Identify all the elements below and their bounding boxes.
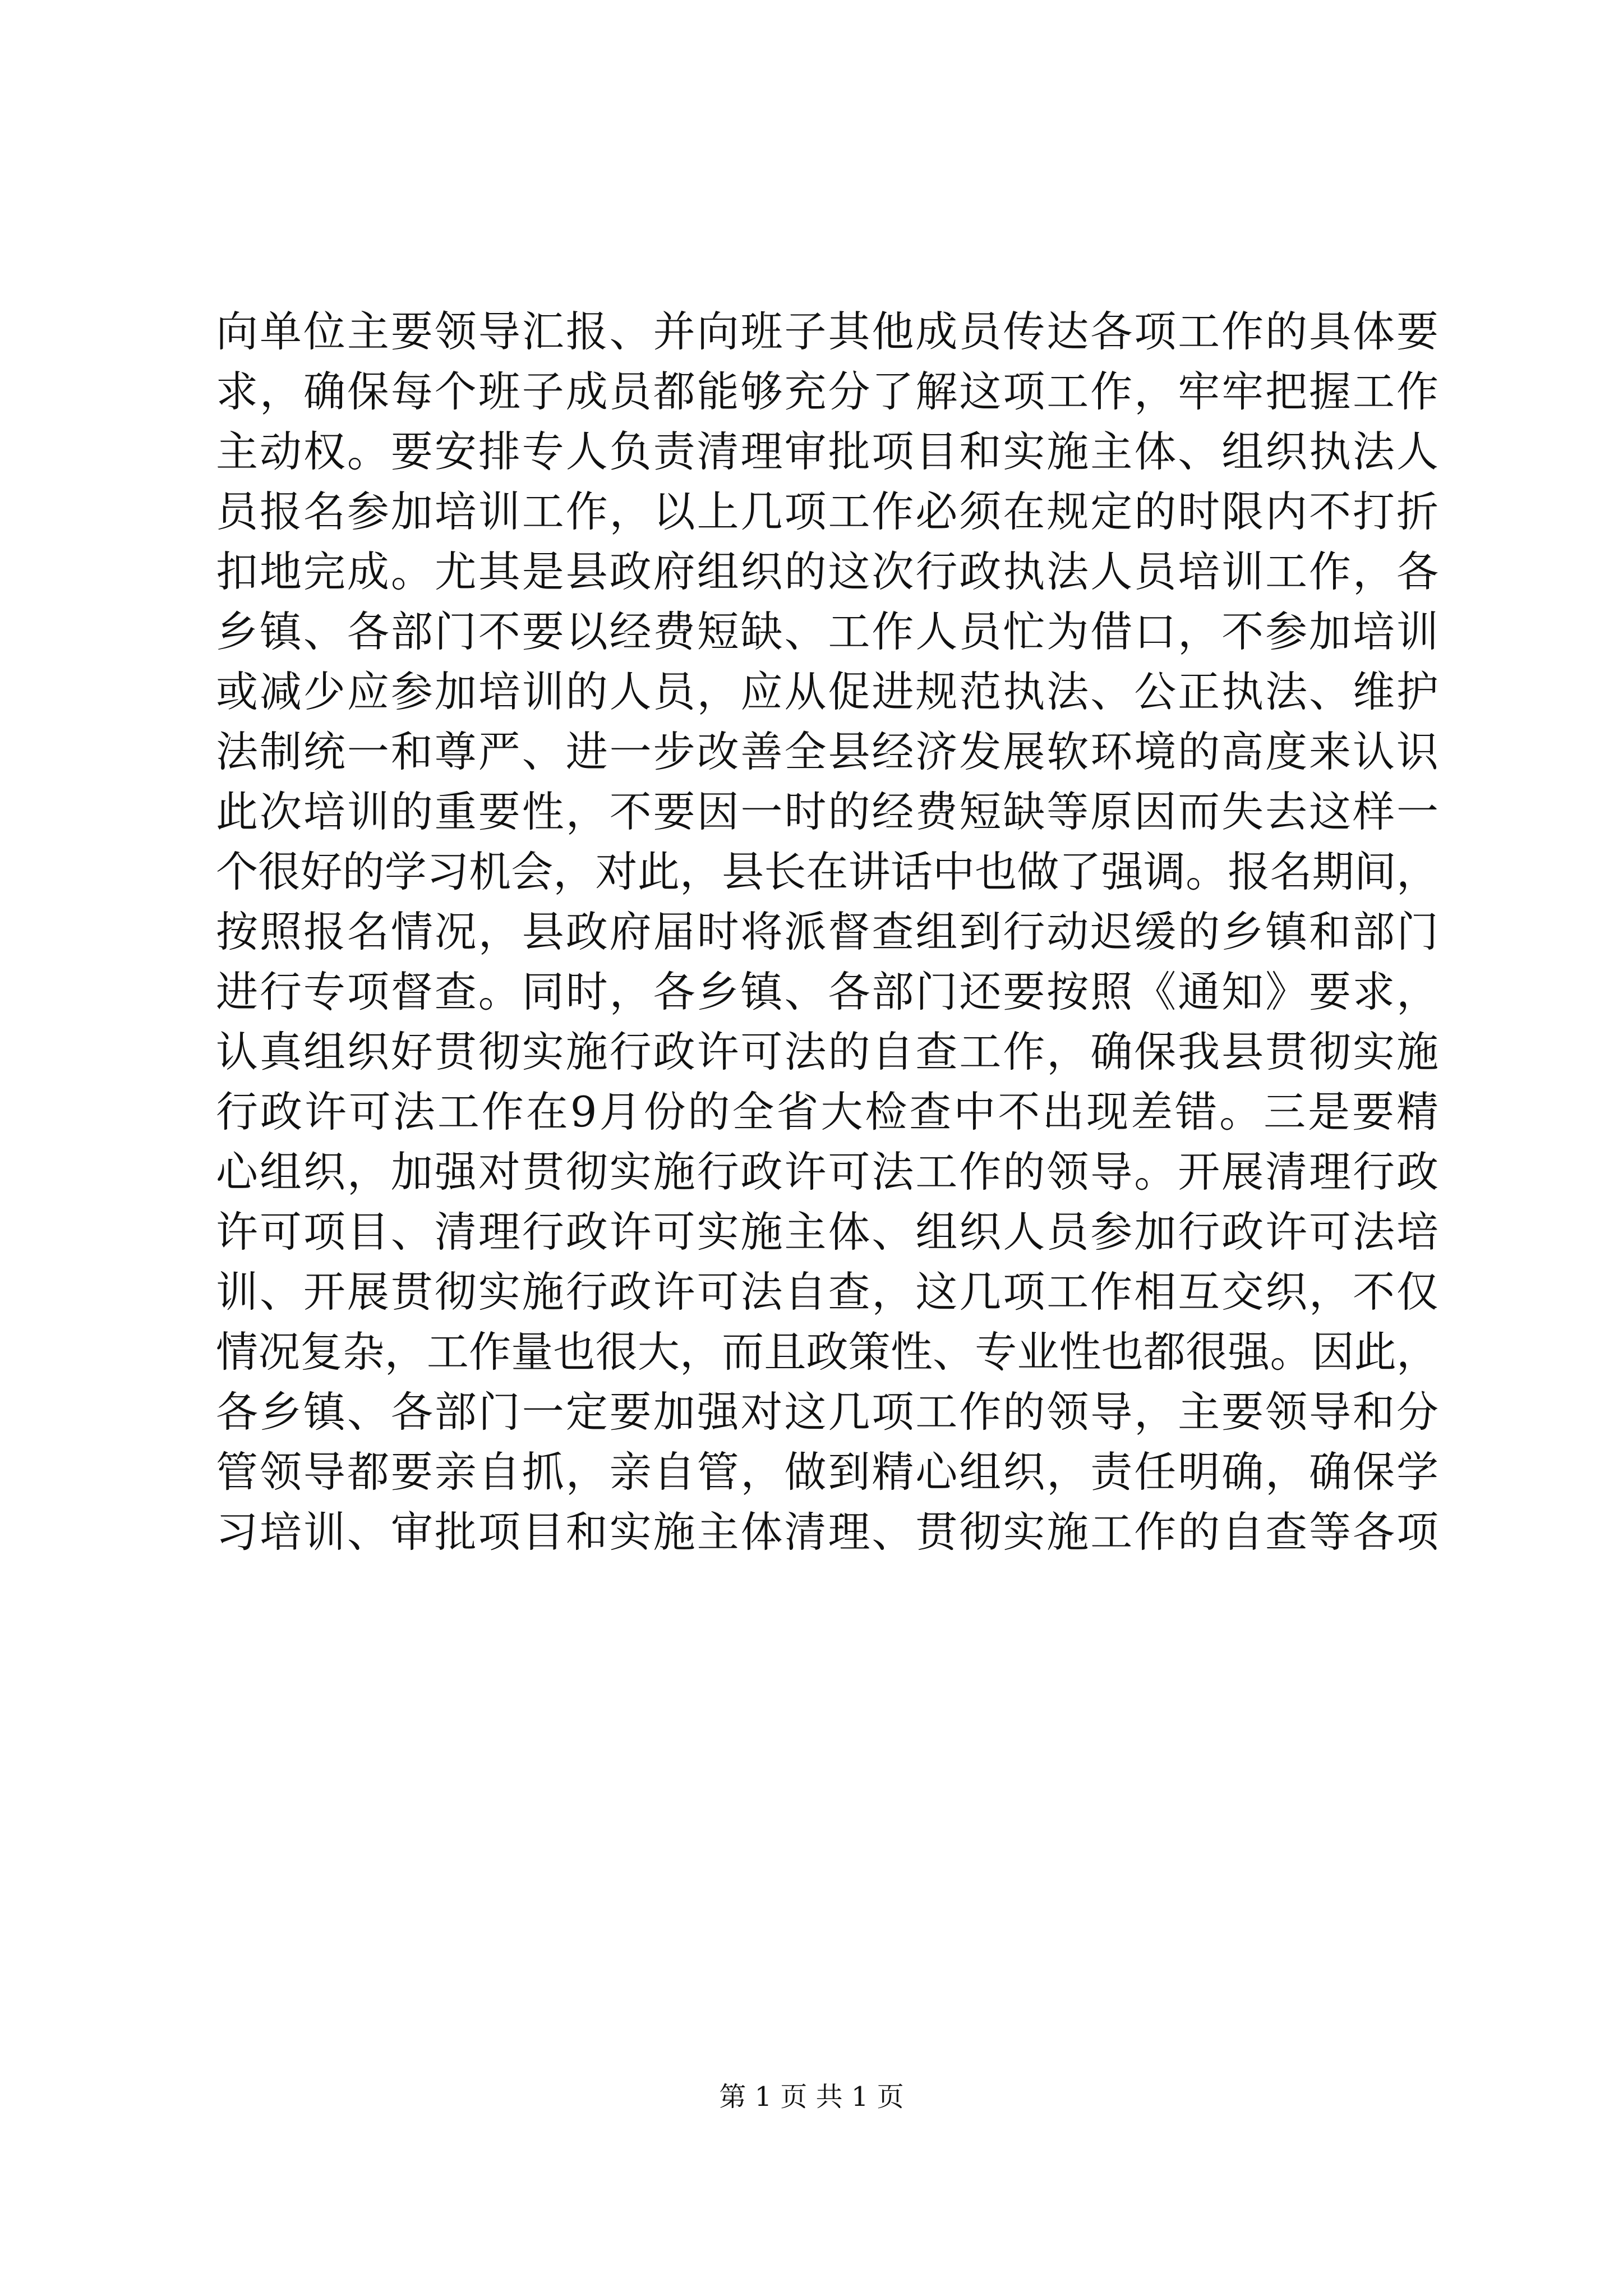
text-line: 个很好的学习机会，对此，县长在讲话中也做了强调。报名期间， — [216, 847, 1438, 896]
text-line: 主动权。要安排专人负责清理审批项目和实施主体、组织执法人 — [216, 427, 1438, 476]
text-line: 员报名参加培训工作，以上几项工作必须在规定的时限内不打折 — [216, 487, 1438, 536]
page-number-label: 第 1 页 共 1 页 — [719, 2081, 904, 2113]
text-line: 习培训、审批项目和实施主体清理、贯彻实施工作的自查等各项 — [216, 1507, 1438, 1557]
text-line: 训、开展贯彻实施行政许可法自查，这几项工作相互交织，不仅 — [216, 1267, 1438, 1317]
text-line: 乡镇、各部门不要以经费短缺、工作人员忙为借口，不参加培训 — [216, 607, 1438, 656]
text-line: 法制统一和尊严、进一步改善全县经济发展软环境的高度来认识 — [216, 727, 1438, 776]
text-line: 许可项目、清理行政许可实施主体、组织人员参加行政许可法培 — [216, 1207, 1438, 1257]
body-text — [216, 302, 1438, 1562]
page-footer — [0, 2080, 1623, 2114]
text-line: 此次培训的重要性，不要因一时的经费短缺等原因而失去这样一 — [216, 787, 1438, 836]
text-line: 各乡镇、各部门一定要加强对这几项工作的领导，主要领导和分 — [216, 1387, 1438, 1437]
text-line: 按照报名情况，县政府届时将派督查组到行动迟缓的乡镇和部门 — [216, 907, 1438, 956]
text-line: 心组织，加强对贯彻实施行政许可法工作的领导。开展清理行政 — [216, 1147, 1438, 1197]
text-line: 行政许可法工作在9月份的全省大检查中不出现差错。三是要精 — [216, 1087, 1438, 1137]
text-line: 认真组织好贯彻实施行政许可法的自查工作，确保我县贯彻实施 — [216, 1027, 1438, 1076]
text-line: 进行专项督查。同时，各乡镇、各部门还要按照《通知》要求， — [216, 967, 1438, 1016]
text-line: 或减少应参加培训的人员，应从促进规范执法、公正执法、维护 — [216, 667, 1438, 716]
text-line: 管领导都要亲自抓，亲自管，做到精心组织，责任明确，确保学 — [216, 1447, 1438, 1497]
text-line: 向单位主要领导汇报、并向班子其他成员传达各项工作的具体要 — [216, 307, 1438, 356]
text-line: 扣地完成。尤其是县政府组织的这次行政执法人员培训工作，各 — [216, 547, 1438, 596]
text-line: 情况复杂，工作量也很大，而且政策性、专业性也都很强。因此， — [216, 1327, 1438, 1377]
text-line: 求，确保每个班子成员都能够充分了解这项工作，牢牢把握工作 — [216, 367, 1438, 416]
